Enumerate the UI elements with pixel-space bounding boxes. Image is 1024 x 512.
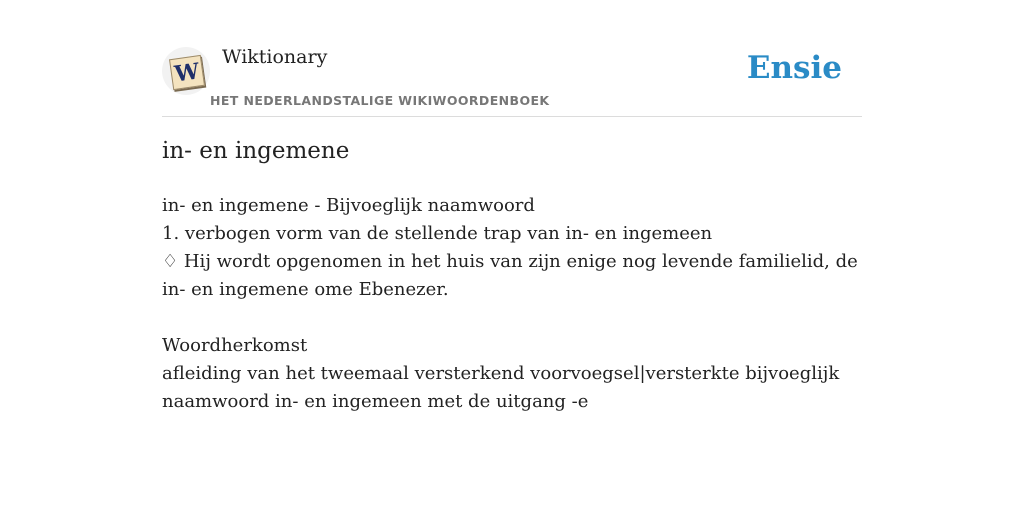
site-tagline: HET NEDERLANDSTALIGE WIKIWOORDENBOEK (210, 93, 550, 108)
paragraph-gap (162, 304, 862, 332)
site-header (162, 40, 862, 117)
ensie-brand-link[interactable]: Ensie (746, 50, 842, 86)
entry-heading-line: in- en ingemene - Bijvoeglijk naamwoord (162, 195, 535, 216)
etymology-text: afleiding van het tweemaal versterkend voorvoegsel|versterkte bijvoeglijk naamwoord in- en ingemeen met de uitgang -e (162, 363, 840, 412)
page-title: in- en ingemene (162, 138, 350, 164)
entry-example: ♢ Hij wordt opgenomen in het huis van zijn enige nog levende familielid, de in- en ingemene ome Ebenezer. (162, 251, 858, 300)
site-name-link[interactable]: Wiktionary (222, 46, 328, 68)
wiktionary-logo[interactable] (162, 47, 210, 95)
entry-content (162, 192, 862, 416)
entry-definition: 1. verbogen vorm van de stellende trap van in- en ingemeen (162, 223, 713, 244)
etymology-heading: Woordherkomst (162, 335, 308, 356)
scrabble-tile-icon (169, 55, 205, 90)
logo-letter: W (172, 57, 202, 88)
